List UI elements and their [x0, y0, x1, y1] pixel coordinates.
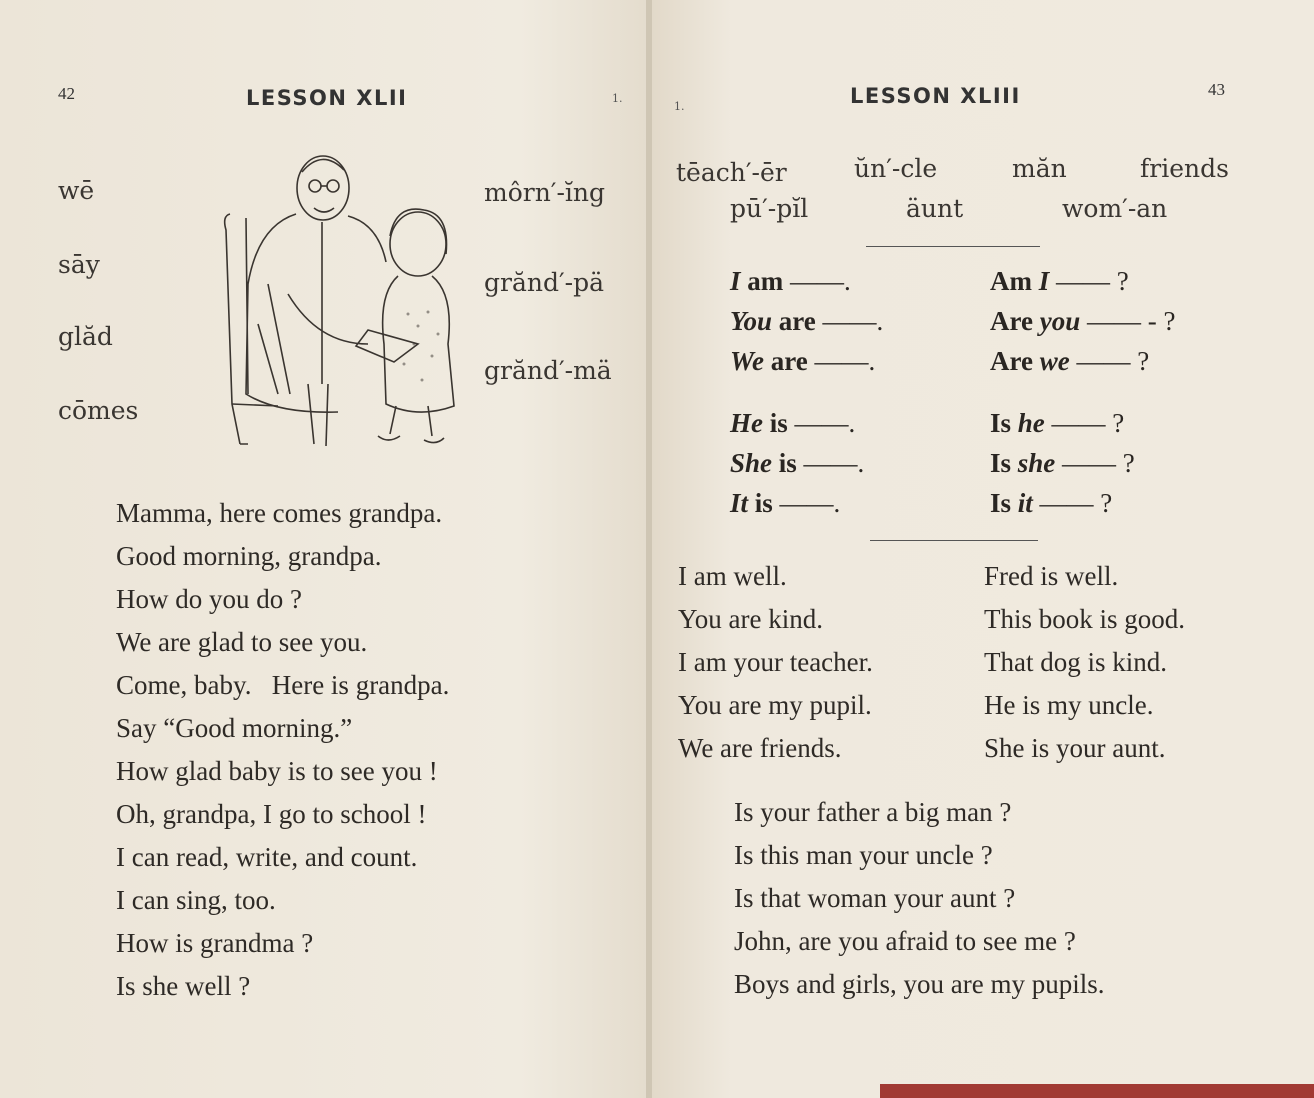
- drill-row: We are ——.: [730, 346, 876, 376]
- reading-passage: [116, 492, 449, 1008]
- sentence-line: We are friends.: [678, 733, 842, 763]
- vocab-word: pū′-pĭl: [730, 194, 809, 223]
- question-passage: [734, 791, 1104, 1006]
- passage-line: Come, baby. Here is grandpa.: [116, 670, 450, 700]
- grandfather-with-child-illustration: [218, 144, 468, 458]
- vocab-word: äunt: [906, 194, 964, 223]
- drill-row: Is he —— ?: [990, 408, 1125, 438]
- drill-row: It is ——.: [730, 488, 841, 518]
- passage-line: How do you do ?: [116, 584, 302, 614]
- sentence-line: He is my uncle.: [984, 690, 1154, 720]
- vocab-word: grănd′-pä: [484, 268, 604, 297]
- right-page: [652, 0, 1314, 1098]
- sentence-line: You are kind.: [678, 604, 824, 634]
- question-line: Is that woman your aunt ?: [734, 883, 1016, 913]
- drill-row: Are we —— ?: [990, 346, 1150, 376]
- passage-line: Say “Good morning.”: [116, 713, 353, 743]
- vocab-word: wom′-an: [1062, 194, 1168, 223]
- passage-line: Is she well ?: [116, 971, 251, 1001]
- vocab-word: friends: [1140, 154, 1229, 183]
- lesson-title-right: LESSON XLIII: [850, 84, 1021, 108]
- passage-line: How glad baby is to see you !: [116, 756, 438, 786]
- book-edge: [880, 1084, 1314, 1098]
- question-line: Is this man your uncle ?: [734, 840, 993, 870]
- page-number-left: 42: [58, 84, 75, 103]
- drill-row: Am I —— ?: [990, 266, 1129, 296]
- question-line: John, are you afraid to see me ?: [734, 926, 1076, 956]
- drill-row: He is ——.: [730, 408, 856, 438]
- drill-row: Is she —— ?: [990, 448, 1135, 478]
- drill-row: I am ——.: [730, 266, 851, 296]
- passage-line: I can sing, too.: [116, 885, 276, 915]
- page-number-right: 43: [1208, 80, 1225, 99]
- divider-rule: [866, 246, 1040, 247]
- sentence-line: She is your aunt.: [984, 733, 1166, 763]
- margin-mark-right: 1.: [674, 100, 685, 113]
- drill-row: Is it —— ?: [990, 488, 1113, 518]
- vocab-word: măn: [1012, 154, 1067, 183]
- sentence-line: You are my pupil.: [678, 690, 872, 720]
- vocab-word: môrn′-ĭng: [484, 178, 606, 207]
- sentence-line: That dog is kind.: [984, 647, 1167, 677]
- vocab-word: glăd: [58, 322, 113, 351]
- sentence-line: This book is good.: [984, 604, 1186, 634]
- drill-row: She is ——.: [730, 448, 865, 478]
- vocab-word: grănd′-mä: [484, 356, 612, 385]
- divider-rule: [870, 540, 1038, 541]
- sentence-column-left: [678, 555, 873, 770]
- vocab-word: sāy: [58, 250, 100, 279]
- passage-line: How is grandma ?: [116, 928, 314, 958]
- vocab-word: tēach′-ēr: [676, 158, 787, 187]
- left-page: [0, 0, 650, 1098]
- sentence-line: Fred is well.: [984, 561, 1119, 591]
- question-line: Boys and girls, you are my pupils.: [734, 969, 1105, 999]
- passage-line: Mamma, here comes grandpa.: [116, 498, 443, 528]
- vocab-word: ŭn′-cle: [854, 154, 938, 183]
- passage-line: I can read, write, and count.: [116, 842, 418, 872]
- drill-row: You are ——.: [730, 306, 884, 336]
- sentence-column-right: [984, 555, 1185, 770]
- lesson-title-left: LESSON XLII: [246, 86, 408, 110]
- drill-row: Are you —— - ?: [990, 306, 1176, 336]
- passage-line: Good morning, grandpa.: [116, 541, 382, 571]
- passage-line: We are glad to see you.: [116, 627, 368, 657]
- sentence-line: I am well.: [678, 561, 787, 591]
- question-line: Is your father a big man ?: [734, 797, 1012, 827]
- vocab-word: wē: [58, 176, 95, 205]
- sentence-line: I am your teacher.: [678, 647, 873, 677]
- margin-mark-left: 1.: [612, 92, 623, 105]
- passage-line: Oh, grandpa, I go to school !: [116, 799, 427, 829]
- vocab-word: cōmes: [58, 396, 139, 425]
